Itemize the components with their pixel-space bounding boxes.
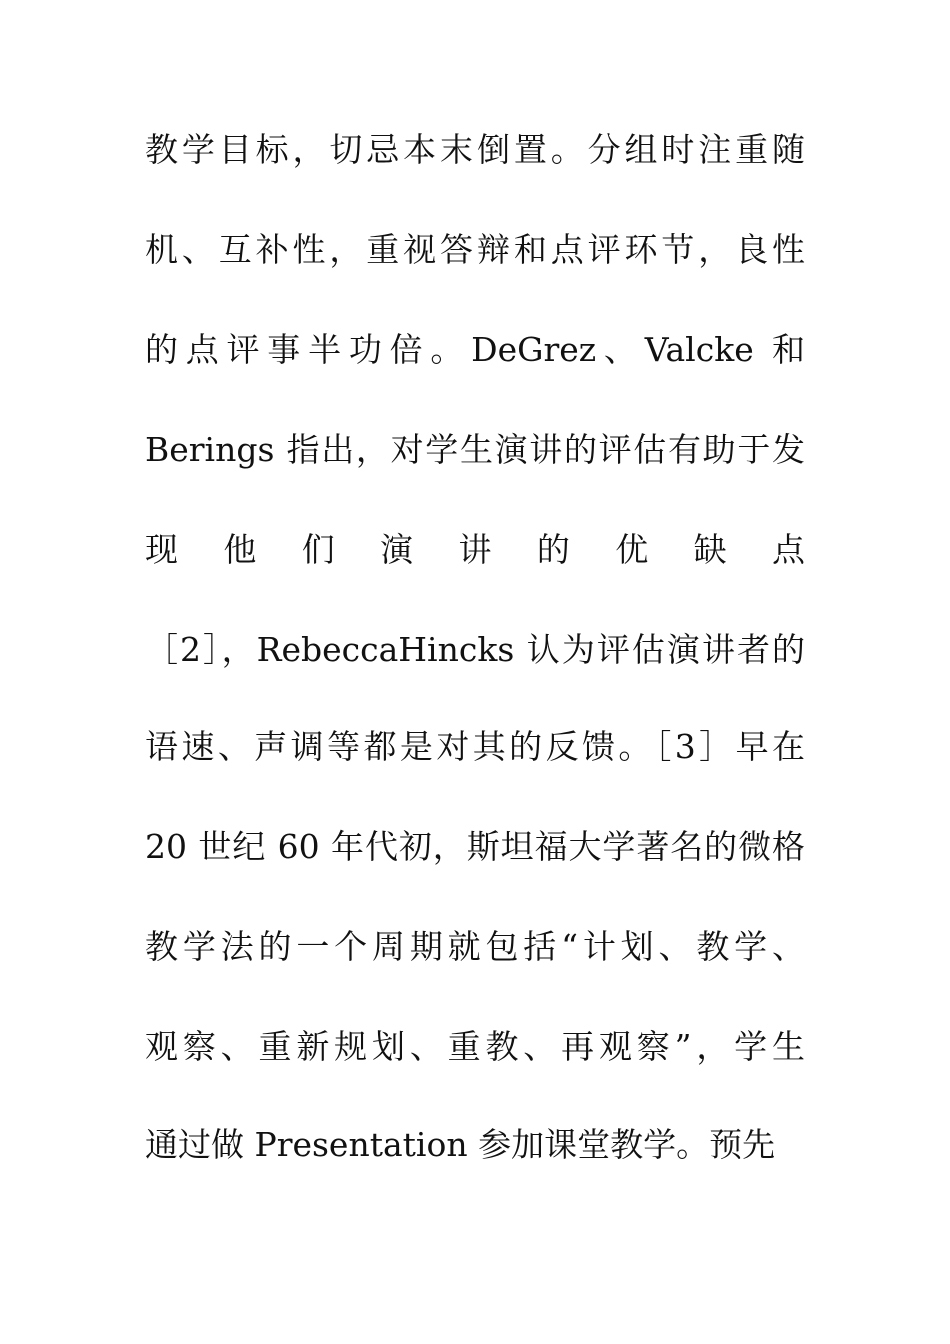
text-line: Berings 指出，对学生演讲的评估有助于发 [145,430,805,469]
text-line: 观察、重新规划、重教、再观察”，学生 [145,1027,805,1066]
text-line: 现 他 们 演 讲 的 优 缺 点 [145,530,805,569]
text-line: 教学目标，切忌本末倒置。分组时注重随 [145,130,805,169]
text-line: 通过做 Presentation 参加课堂教学。预先 [145,1125,776,1164]
text-line: ［2］，RebeccaHincks 认为评估演讲者的 [145,630,805,669]
text-line: 的点评事半功倍。DeGrez、Valcke 和 [145,330,805,369]
text-line: 机、互补性，重视答辩和点评环节，良性 [145,230,805,269]
text-line: 20 世纪 60 年代初，斯坦福大学著名的微格 [145,827,805,866]
text-line: 教学法的一个周期就包括“计划、教学、 [145,927,805,966]
text-line: 语速、声调等都是对其的反馈。［3］早在 [145,727,805,766]
